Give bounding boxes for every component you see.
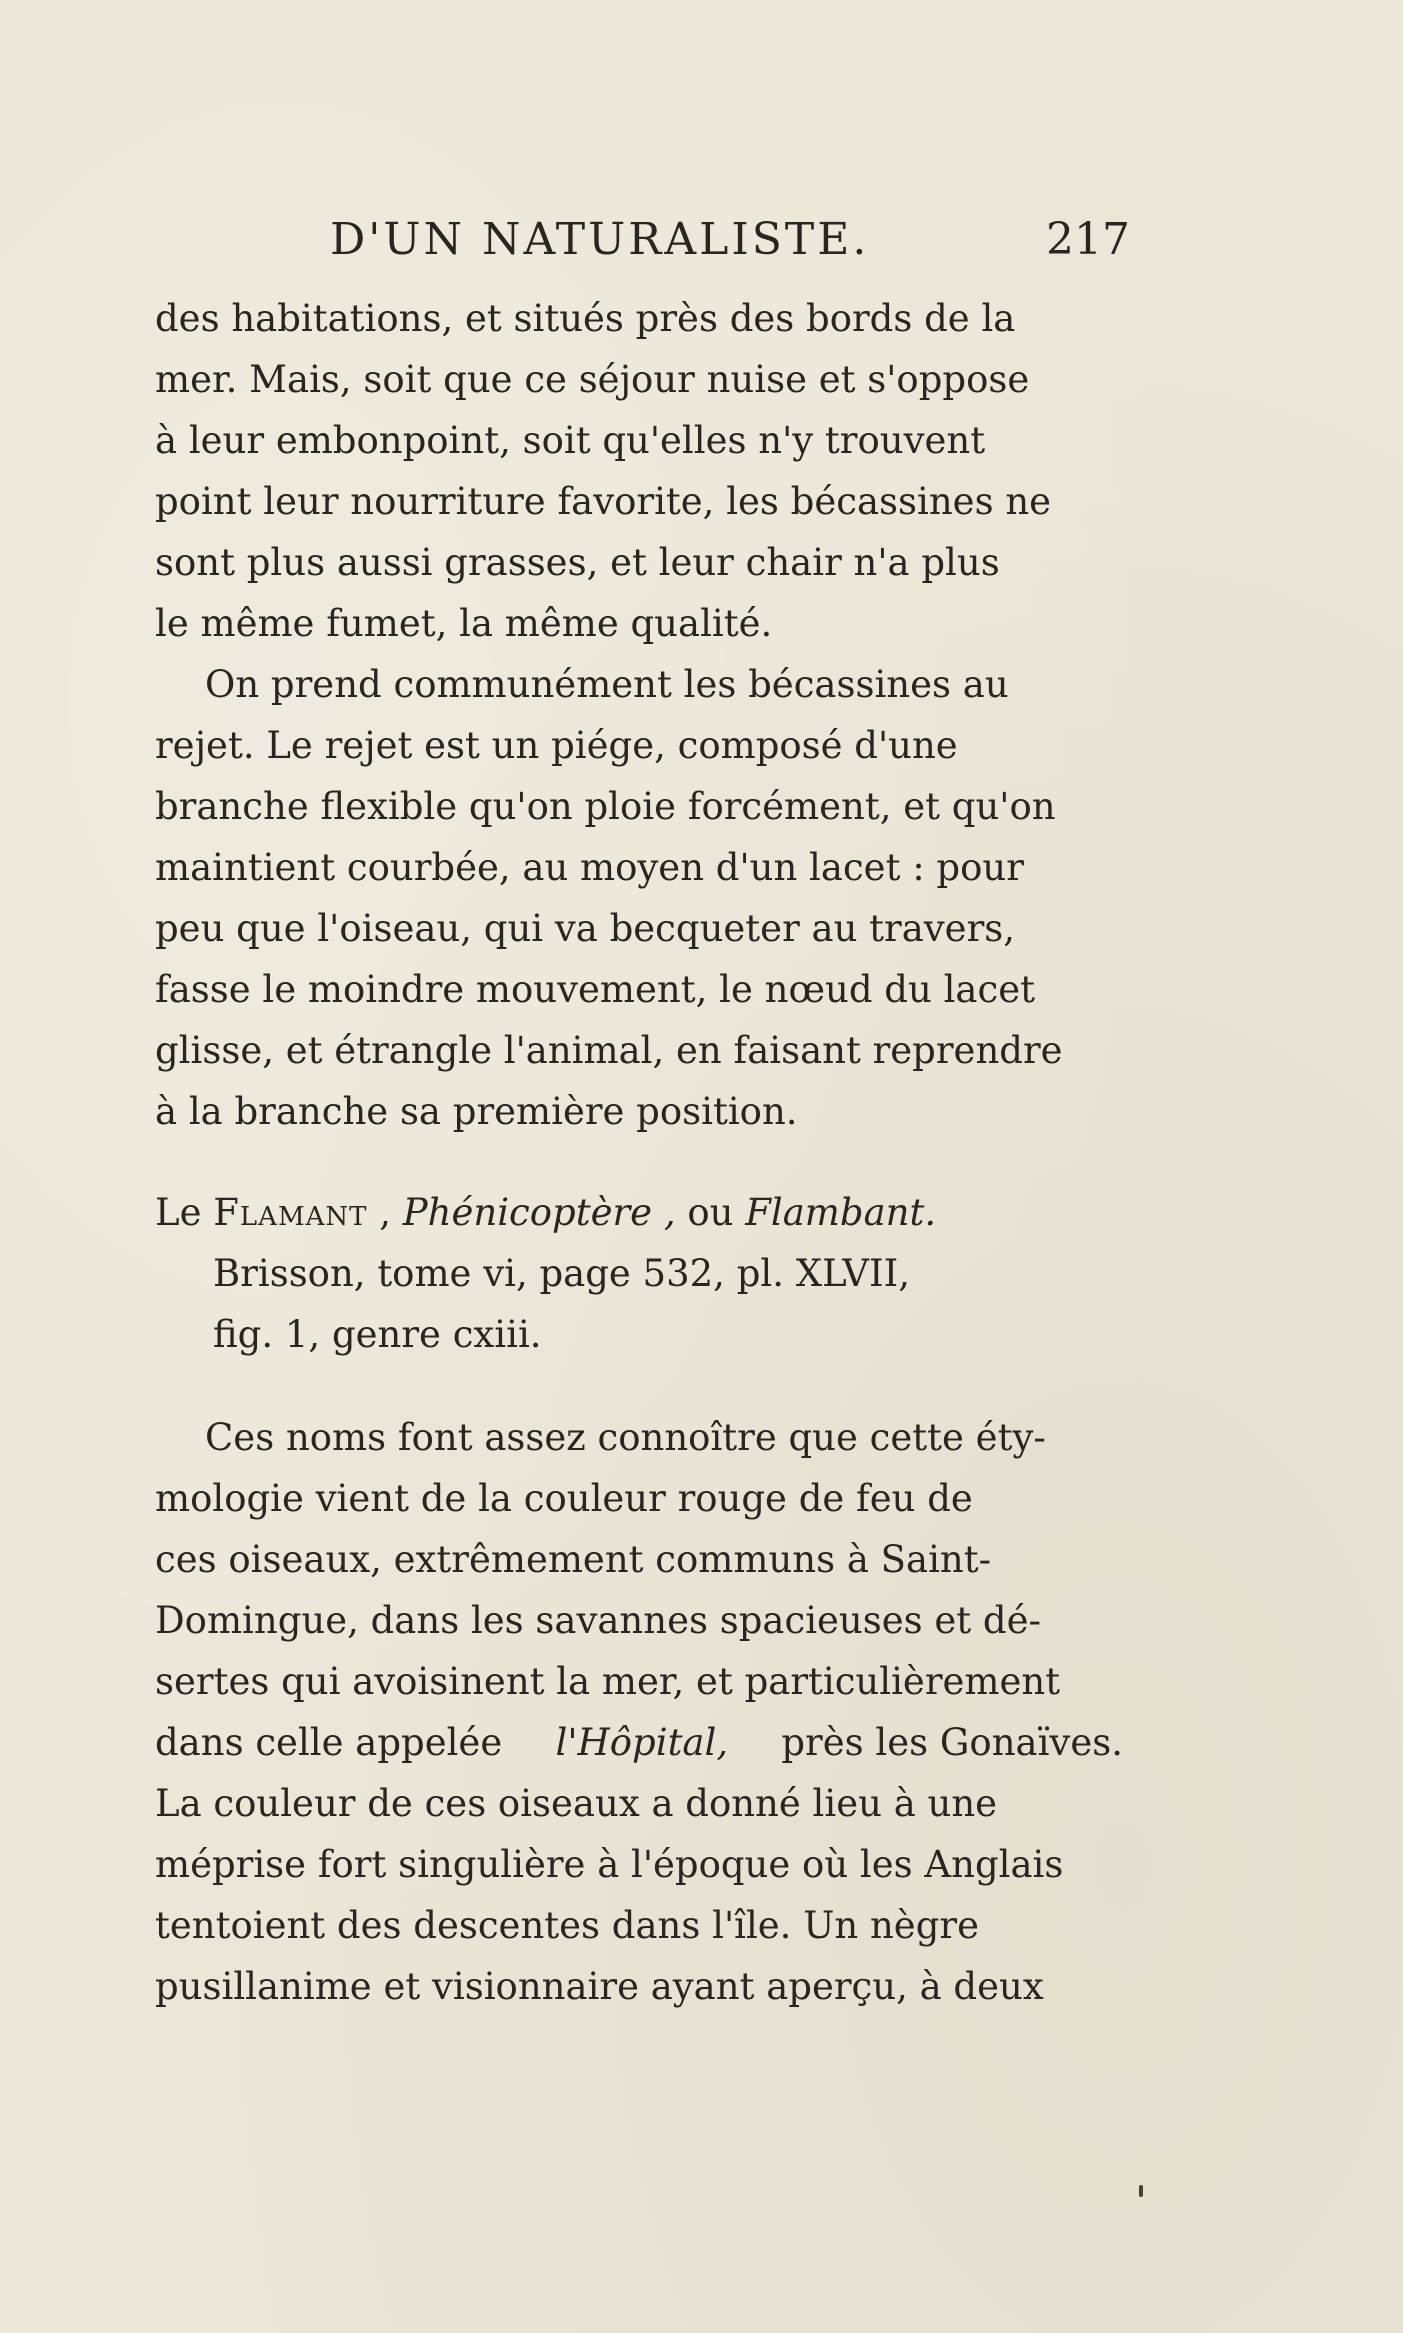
- text-line: On prend communément les bécassines au: [205, 663, 1009, 706]
- text-line: sont plus aussi grasses, et leur chair n'a plus: [155, 541, 1000, 584]
- text-line: le même fumet, la même qualité.: [155, 602, 773, 645]
- text-line: méprise fort singulière à l'époque où les Anglais: [155, 1843, 1064, 1886]
- paragraph-bordering: [155, 288, 1123, 654]
- text-line: fasse le moindre mouvement, le nœud du lacet: [155, 968, 1035, 1011]
- entry-alt-name: Phénicoptère ,: [402, 1191, 676, 1234]
- text-line: point leur nourriture favorite, les bécassines ne: [155, 480, 1052, 523]
- entry-name: Flamant: [213, 1191, 368, 1234]
- text-line: peu que l'oiseau, qui va becqueter au travers,: [155, 907, 1016, 950]
- page-number: 217: [1046, 214, 1130, 265]
- text-line: rejet. Le rejet est un piége, composé d'une: [155, 724, 958, 767]
- text-line: à la branche sa première position.: [155, 1090, 798, 1133]
- text-line: des habitations, et situés près des bords de la: [155, 297, 1016, 340]
- text-line: Domingue, dans les savannes spacieuses et dé-: [155, 1599, 1041, 1642]
- entry-separator: ,: [379, 1191, 391, 1234]
- text-line: branche flexible qu'on ploie forcément, et qu'on: [155, 785, 1056, 828]
- text-fragment: dans celle appelée: [155, 1721, 503, 1764]
- running-head: D'UN NATURALISTE.: [330, 214, 870, 265]
- text-line: glisse, et étrangle l'animal, en faisant reprendre: [155, 1029, 1063, 1072]
- text-line: mologie vient de la couleur rouge de feu de: [155, 1477, 973, 1520]
- page-header: [330, 214, 1130, 274]
- entry-or: ou: [687, 1191, 734, 1234]
- ink-speck: [1139, 2185, 1143, 2197]
- text-line: pusillanime et visionnaire ayant aperçu, à deux: [155, 1965, 1044, 2008]
- place-name: l'Hôpital,: [555, 1721, 729, 1764]
- entry-reference: Brisson, tome vi, page 532, pl. XLVII,: [213, 1252, 910, 1295]
- text-line: tentoient des descentes dans l'île. Un nègre: [155, 1904, 979, 1947]
- paragraph-rejet: [155, 654, 1123, 1142]
- text-line: ces oiseaux, extrêmement communs à Saint-: [155, 1538, 992, 1581]
- text-line: à leur embonpoint, soit qu'elles n'y trouvent: [155, 419, 986, 462]
- text-line: maintient courbée, au moyen d'un lacet : pour: [155, 846, 1024, 889]
- text-fragment: près les Gonaïves.: [781, 1721, 1123, 1764]
- entry-heading: [155, 1182, 1123, 1243]
- page-body: [155, 288, 1123, 2017]
- text-line: Ces noms font assez connoître que cette éty-: [205, 1416, 1046, 1459]
- text-line: mer. Mais, soit que ce séjour nuise et s'oppose: [155, 358, 1030, 401]
- text-line: [155, 1712, 1123, 1773]
- entry-reference: fig. 1, genre cxiii.: [213, 1313, 542, 1356]
- text-line: La couleur de ces oiseaux a donné lieu à une: [155, 1782, 998, 1825]
- entry-article: Le: [155, 1191, 202, 1234]
- paragraph-flamant: [155, 1407, 1123, 2017]
- text-line: sertes qui avoisinent la mer, et particulièrement: [155, 1660, 1061, 1703]
- entry-alt-name-2: Flambant.: [745, 1191, 937, 1234]
- species-entry: [155, 1182, 1123, 1365]
